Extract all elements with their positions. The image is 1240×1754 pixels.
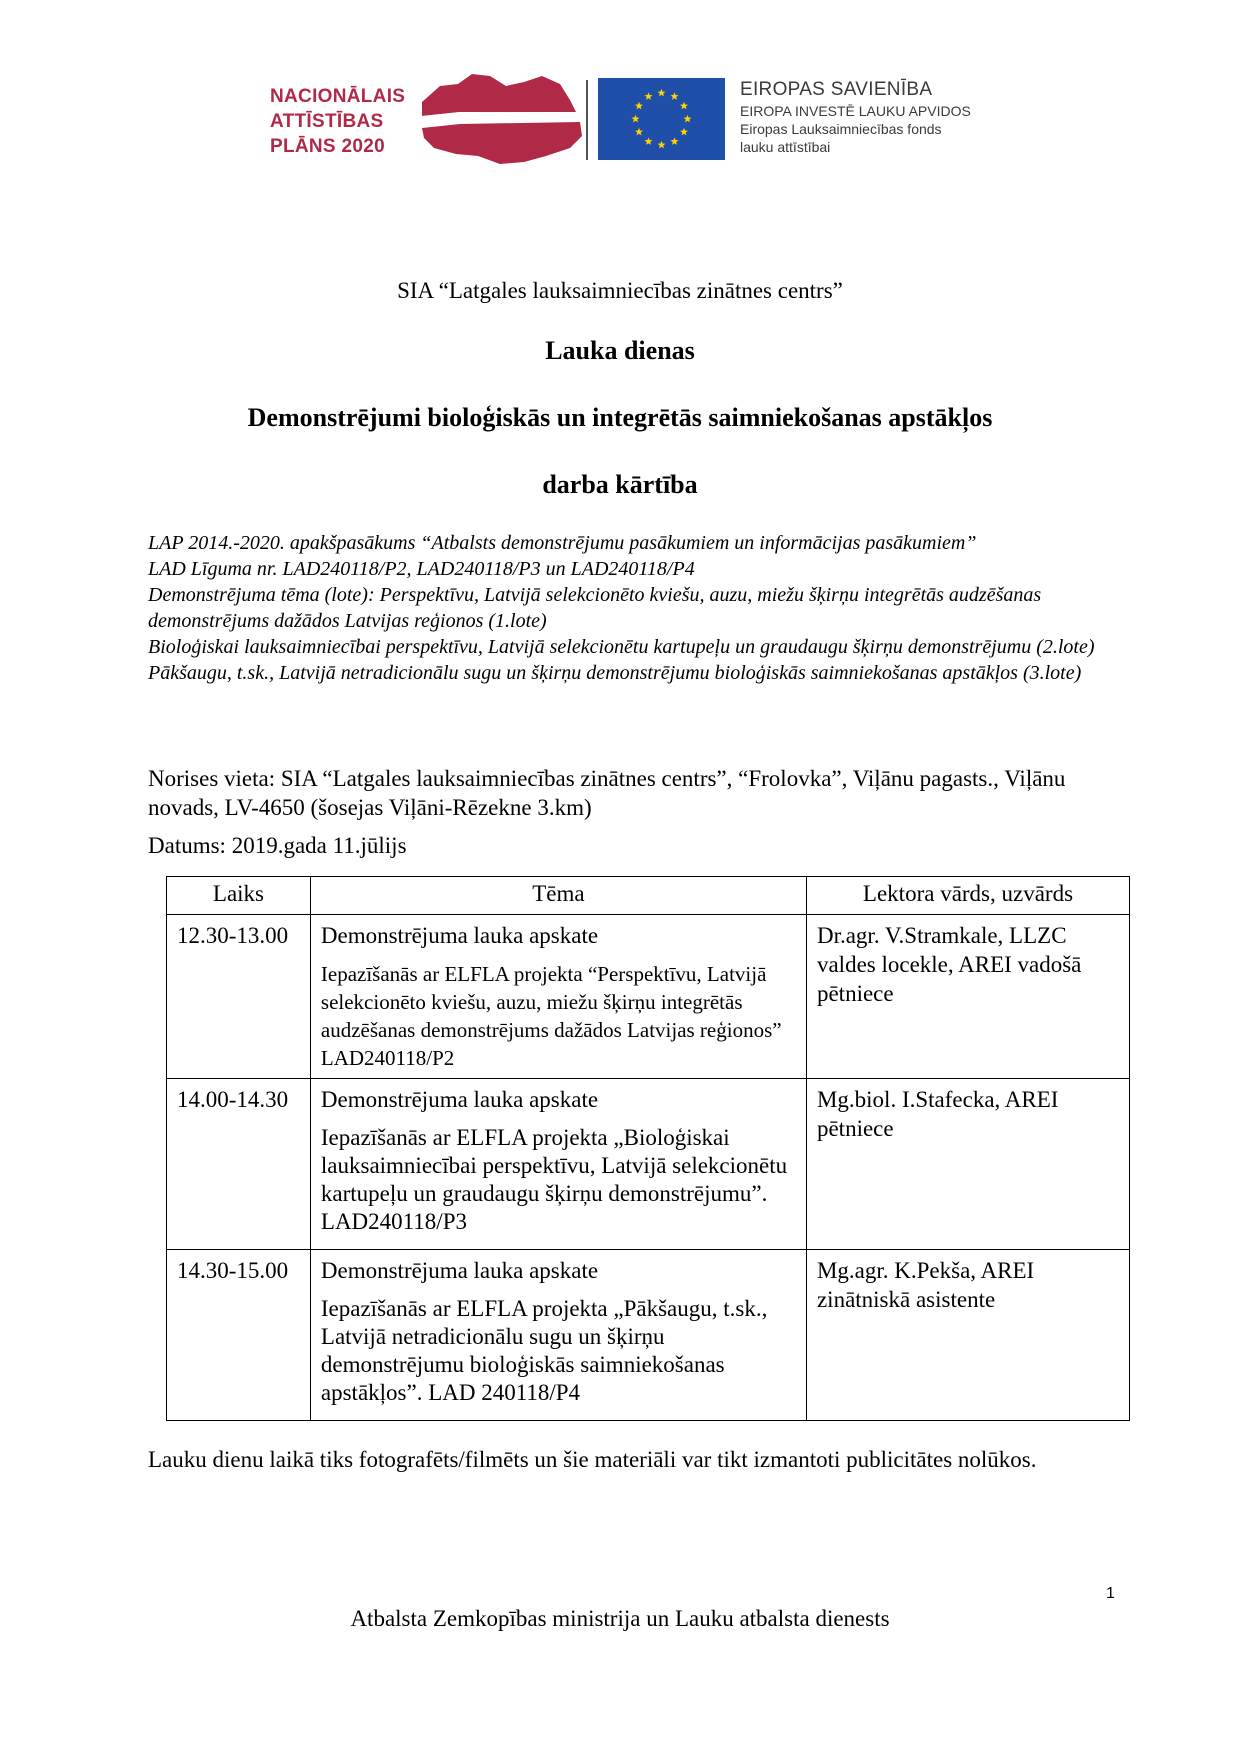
document-subtitle: Demonstrējumi bioloģiskās un integrētās saimniekošanas apstākļos — [247, 403, 993, 432]
publicity-note: Lauku dienu laikā tiks fotografēts/filmēts un šie materiāli var tikt izmantoti publicitātes nolūkos. — [148, 1447, 1037, 1472]
table-header-row — [167, 877, 1130, 915]
row-time: 14.30-15.00 — [167, 1250, 311, 1421]
nap-logo-line-1: NACIONĀLAIS — [270, 86, 406, 107]
eu-logo-text — [740, 78, 971, 156]
row-lector: Dr.agr. V.Stramkale, LLZC valdes locekle, AREI vadošā pētniece — [806, 915, 1129, 1079]
row-time: 12.30-13.00 — [167, 915, 311, 1079]
latvia-map-top — [422, 74, 576, 116]
topic-description: Iepazīšanās ar ELFLA projekta “Perspektīvu, Latvijā selekcionēto kviešu, auzu, miežu šķirņu integrētās audzēšanas demonstrējums dažādos Latvijas reģionos” LAD240118/P2 — [320, 962, 782, 1070]
latvia-map-bottom — [422, 122, 582, 164]
program-info-line: Demonstrējuma tēma (lote): Perspektīvu, Latvijā selekcionēto kviešu, auzu, miežu šķirņu integrētās audzēšanas demonstrējums dažādos Latvijas reģionos (1.lote) — [148, 584, 1042, 632]
eu-subline-2: Eiropas Lauksaimniecības fonds — [740, 121, 942, 137]
row-topic — [310, 1250, 806, 1421]
row-lector: Mg.agr. K.Pekša, AREI zinātniskā asistente — [806, 1250, 1129, 1421]
table-row — [167, 1250, 1130, 1421]
program-info-line: Bioloģiskai lauksaimniecībai perspektīvu, Latvijā selekcionētu kartupeļu un graudaugu šķirņu demonstrējumu (2.lote) — [148, 636, 1095, 658]
column-header-topic: Tēma — [310, 877, 806, 915]
agenda-heading: darba kārtība — [542, 470, 698, 499]
eu-title: EIROPAS SAVIENĪBA — [740, 79, 933, 100]
column-header-time: Laiks — [167, 877, 311, 915]
row-lector: Mg.biol. I.Stafecka, AREI pētniece — [806, 1079, 1129, 1250]
table-row — [167, 915, 1130, 1079]
event-date: Datums: 2019.gada 11.jūlijs — [148, 833, 407, 858]
row-time: 14.00-14.30 — [167, 1079, 311, 1250]
nap-logo-line-2: ATTĪSTĪBAS — [270, 111, 384, 132]
program-info-line: LAP 2014.-2020. apakšpasākums “Atbalsts demonstrējumu pasākumiem un informācijas pasākumiem” — [148, 532, 977, 554]
topic-title: Demonstrējuma lauka apskate — [320, 1258, 599, 1283]
program-info-line: Pākšaugu, t.sk., Latvijā netradicionālu sugu un šķirņu demonstrējumu bioloģiskās saimniekošanas apstākļos (3.lote) — [148, 662, 1082, 684]
latvia-map-logo — [420, 72, 585, 167]
table-row — [167, 1079, 1130, 1250]
organization-name: SIA “Latgales lauksaimniecības zinātnes centrs” — [397, 278, 843, 303]
topic-description: Iepazīšanās ar ELFLA projekta „Bioloģiskai lauksaimniecībai perspektīvu, Latvijā selekcionētu kartupeļu un graudaugu šķirņu demonstrējumu”. LAD240118/P3 — [320, 1125, 788, 1234]
topic-title: Demonstrējuma lauka apskate — [320, 1087, 599, 1112]
nap2020-logo — [270, 84, 420, 159]
eu-subline-1: EIROPA INVESTĒ LAUKU APVIDOS — [740, 103, 971, 119]
eu-subline-3: lauku attīstībai — [740, 139, 831, 155]
program-info — [148, 530, 1108, 686]
row-topic — [310, 1079, 806, 1250]
column-header-lector: Lektora vārds, uzvārds — [806, 877, 1129, 915]
page-number: 1 — [1106, 1585, 1115, 1602]
topic-title: Demonstrējuma lauka apskate — [320, 923, 599, 948]
header-divider — [586, 80, 588, 160]
venue: Norises vieta: SIA “Latgales lauksaimniecības zinātnes centrs”, “Frolovka”, Viļānu pagasts., Viļānu novads, LV-4650 (šosejas Viļāni-Rēzekne 3.km) — [148, 766, 1066, 820]
footer-support-text: Atbalsta Zemkopības ministrija un Lauku atbalsta dienests — [350, 1606, 890, 1631]
document-title: Lauka dienas — [545, 336, 695, 365]
topic-description: Iepazīšanās ar ELFLA projekta „Pākšaugu, t.sk., Latvijā netradicionālu sugu un šķirņu demonstrējumu bioloģiskās saimniekošanas apstākļos”. LAD 240118/P4 — [320, 1296, 768, 1405]
eu-flag-icon — [598, 78, 725, 160]
nap-logo-line-3: PLĀNS 2020 — [270, 136, 385, 157]
row-topic — [310, 915, 806, 1079]
agenda-table — [166, 876, 1130, 1421]
program-info-line: LAD Līguma nr. LAD240118/P2, LAD240118/P3 un LAD240118/P4 — [148, 558, 695, 580]
